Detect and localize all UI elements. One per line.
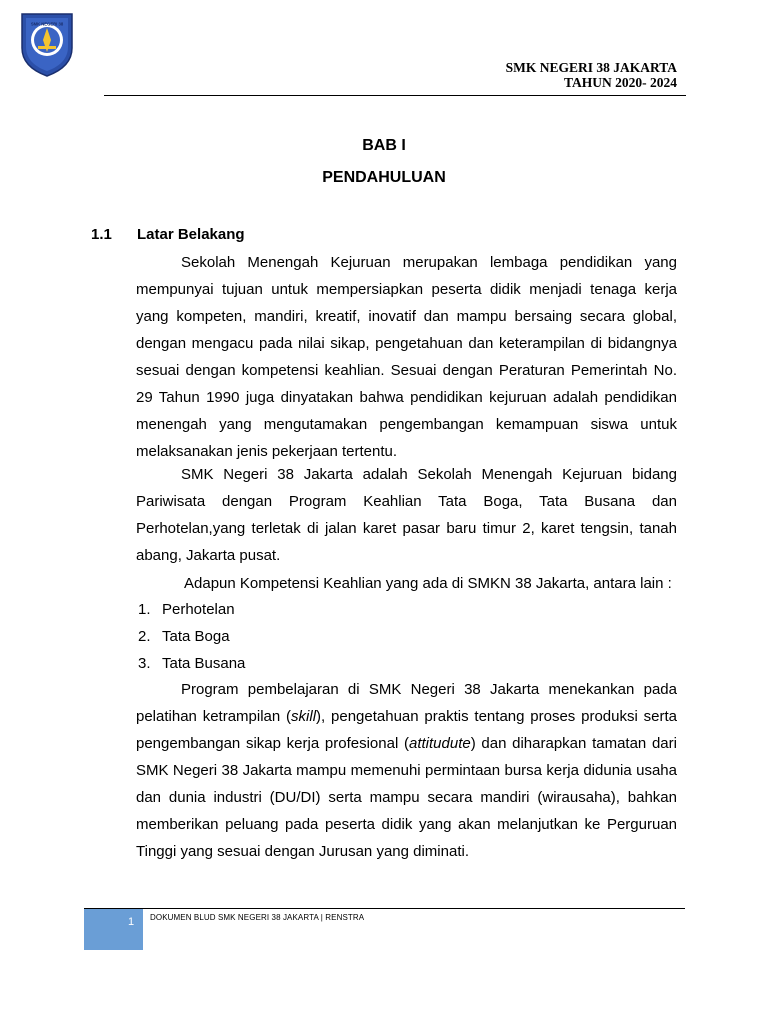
chapter-label: BAB I xyxy=(362,137,406,154)
list-item-number: 1. xyxy=(138,601,151,618)
page-number: 1 xyxy=(127,916,135,928)
logo-text: SMK NEGERI 38 xyxy=(30,21,64,27)
competency-list xyxy=(138,596,245,677)
paragraph-1: Sekolah Menengah Kejuruan merupakan lembaga pendidikan yang mempunyai tujuan untuk mempersiapkan peserta didik menjadi tenaga kerja yang kompeten, mandiri, kreatif, inovatif dan mampu bersaing secara global, dengan mengacu pada nilai sikap, pengetahuan dan keterampilan di bidangnya sesuai dengan kompetensi keahlian. Sesuai dengan Peraturan Pemerintah No. 29 Tahun 1990 juga dinyatakan bahwa pendidikan kejuruan adalah pendidikan menengah yang mengutamakan pengembangan kemampuan siswa untuk melaksanakan jenis pekerjaan tertentu. xyxy=(136,254,677,460)
paragraph-2: SMK Negeri 38 Jakarta adalah Sekolah Menengah Kejuruan bidang Pariwisata dengan Program Keahlian Tata Boga, Tata Busana dan Perhotelan,yang terletak di jalan karet pasar baru timur 2, karet tengsin, tanah abang, Jakarta pusat. xyxy=(136,466,677,564)
skill-term: skill xyxy=(291,708,317,725)
paragraph-3 xyxy=(136,676,677,865)
list-item-label: Tata Busana xyxy=(162,655,246,672)
section-title: Latar Belakang xyxy=(137,226,245,243)
footer-divider xyxy=(84,908,685,909)
list-item-number: 3. xyxy=(138,655,151,672)
paragraph-3-part-b: ), pengetahuan praktis tentang proses produksi serta pengembangan sikap kerja profesional ( xyxy=(136,708,677,752)
school-logo xyxy=(18,10,76,78)
competency-intro: Adapun Kompetensi Keahlian yang ada di SMKN 38 Jakarta, antara lain : xyxy=(184,575,672,592)
document-header xyxy=(506,60,677,90)
list-item-label: Tata Boga xyxy=(162,628,230,645)
paragraph-3-part-a: Program pembelajaran di SMK Negeri 38 Jakarta menekankan pada pelatihan ketrampilan ( xyxy=(136,681,677,725)
list-item xyxy=(138,596,245,623)
footer-text: DOKUMEN BLUD SMK NEGERI 38 JAKARTA | RENSTRA xyxy=(150,913,365,922)
list-item-number: 2. xyxy=(138,628,151,645)
chapter-title: PENDAHULUAN xyxy=(322,169,446,186)
section-number: 1.1 xyxy=(91,226,112,243)
header-period: TAHUN 2020- 2024 xyxy=(564,75,677,90)
header-divider xyxy=(104,95,686,96)
header-school-name: SMK NEGERI 38 JAKARTA xyxy=(505,60,677,75)
paragraph-3-part-c: ) dan diharapkan tamatan dari SMK Negeri 38 Jakarta mampu memenuhi permintaan bursa kerja didunia usaha dan dunia industri (DU/DI) serta mampu secara mandiri (wirausaha), bahkan memberikan peluang pada peserta didik yang akan melanjutkan ke Perguruan Tinggi yang sesuai dengan Jurusan yang diminati. xyxy=(136,735,677,860)
attitude-term: attitudute xyxy=(408,735,471,752)
page-number-box xyxy=(84,909,143,950)
list-item-label: Perhotelan xyxy=(162,601,235,618)
list-item xyxy=(138,650,245,677)
list-item xyxy=(138,623,245,650)
